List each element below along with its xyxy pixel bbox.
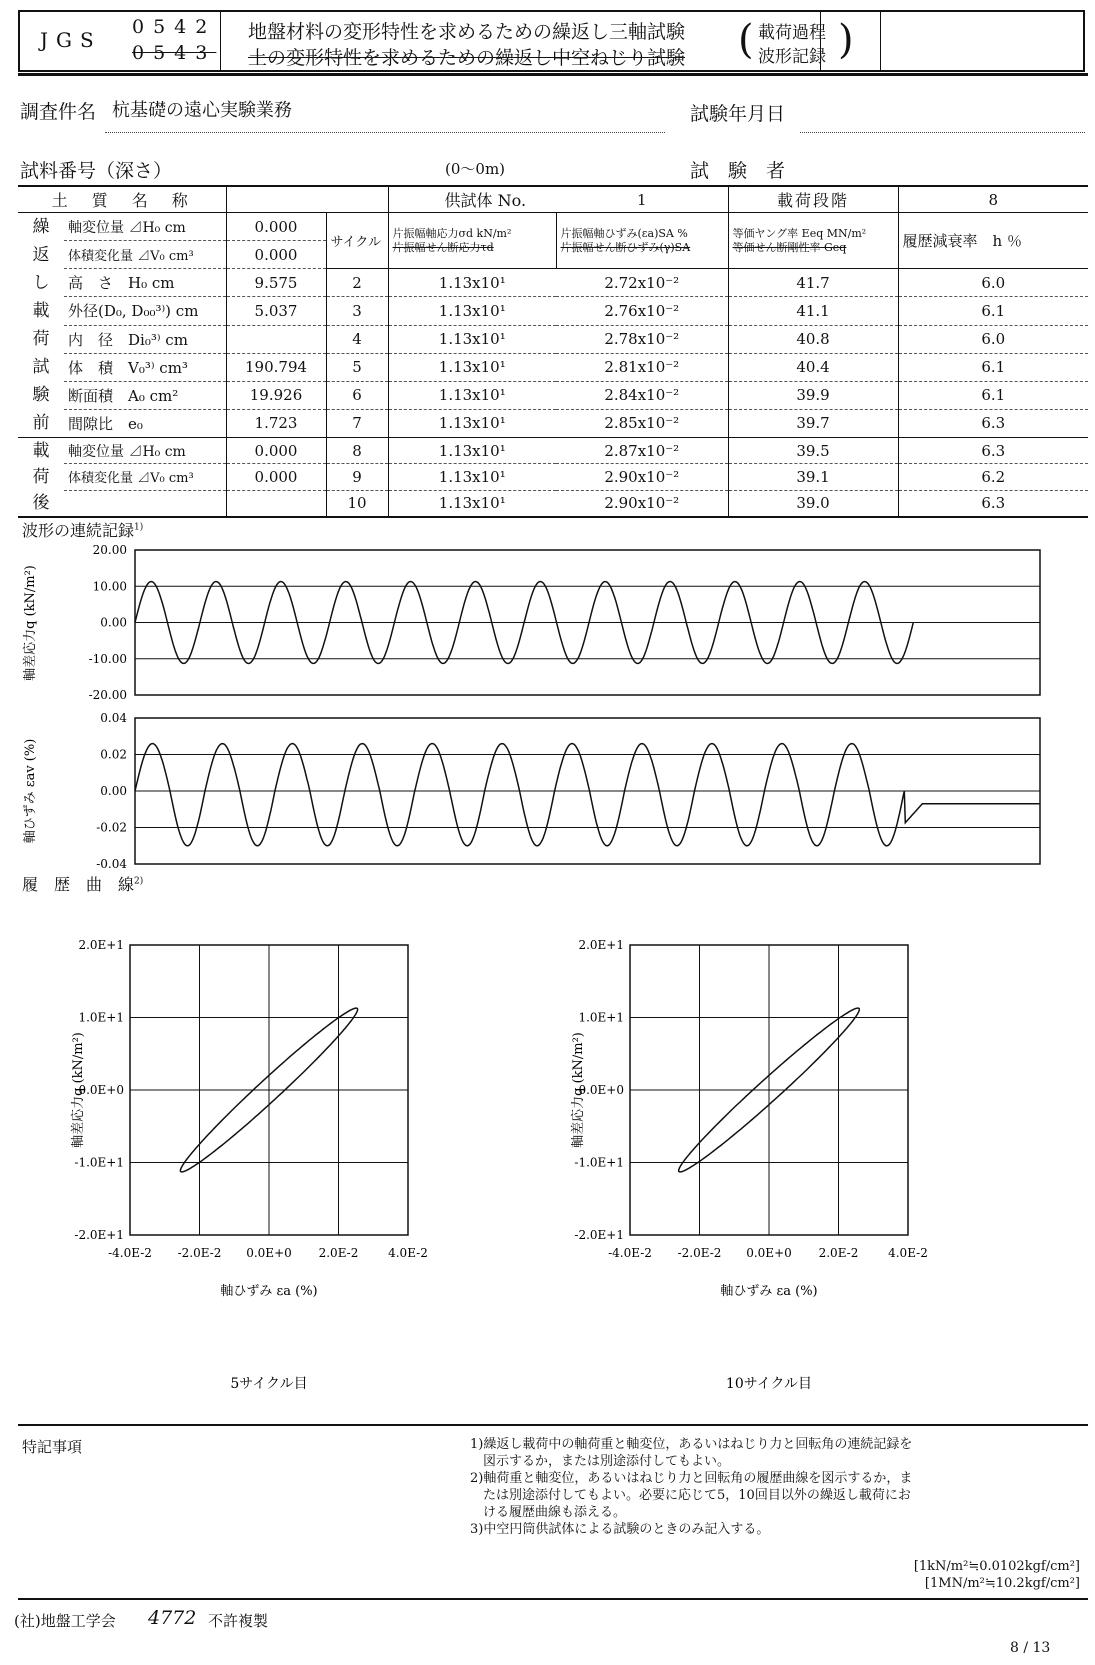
sigma-cell: 1.13x10¹ — [388, 297, 556, 325]
jgs-label: JGS — [40, 28, 102, 52]
prop-label: 高 さ H₀ cm — [68, 274, 175, 293]
hysteresis-title: 5サイクル目 — [230, 1376, 308, 1392]
prop-value: 0.000 — [226, 213, 326, 241]
eps-cell: 2.90x10⁻² — [604, 467, 680, 486]
sigma-cell: 1.13x10¹ — [388, 381, 556, 409]
x-tick-label: -2.0E-2 — [677, 1246, 722, 1260]
cycle-cell: 8 — [326, 438, 388, 464]
remarks-label: 特記事項 — [22, 1438, 83, 1456]
y-tick-label: 10.00 — [92, 579, 127, 594]
remark-line: 3)中空円筒供試体による試験のときのみ記入する。 — [470, 1522, 770, 1537]
conversion-MN: [1MN/m²≒10.2kgf/cm²] — [924, 1576, 1080, 1591]
y-tick-label: 0.0E+0 — [578, 1083, 624, 1097]
strain-waveform-ylabel: 軸ひずみ εav (%) — [23, 738, 38, 844]
society-name: (社)地盤工学会 — [14, 1612, 116, 1630]
hysteresis-title: 10サイクル目 — [725, 1376, 813, 1392]
prop-label: 内 径 Di₀³⁾ cm — [68, 330, 188, 349]
eps-cell: 2.81x10⁻² — [604, 358, 680, 377]
h-cell: 6.3 — [898, 490, 1088, 517]
waveform-section-label: 波形の連続記録$^{1)}$ — [22, 521, 144, 540]
strain-waveform-line — [135, 744, 1040, 846]
group-after-label: 載荷後 — [18, 438, 64, 518]
prop-value — [226, 325, 326, 353]
sigma-cell: 1.13x10¹ — [388, 490, 556, 517]
stage-label: 載荷段階 — [728, 186, 898, 213]
remark-line: 図示するか，または別途添付してもよい。 — [470, 1454, 731, 1469]
sigma-cell: 1.13x10¹ — [388, 438, 556, 464]
specimen-no: 1 — [636, 190, 647, 209]
prop-label: 体積変化量 ⊿V₀ cm³ — [68, 249, 194, 265]
sigma-cell: 1.13x10¹ — [388, 464, 556, 490]
eps-cell: 2.76x10⁻² — [604, 301, 680, 320]
h-cell: 6.0 — [898, 325, 1088, 353]
jgs-code-1: 0542 — [132, 16, 217, 38]
remarks-rule — [18, 1424, 1088, 1426]
hysteresis-chart-5th — [30, 930, 510, 1400]
prop-value: 5.037 — [226, 297, 326, 325]
y-tick-label: -10.00 — [88, 651, 127, 666]
specimen-label: 供試体 No. — [388, 186, 556, 213]
y-tick-label: -0.02 — [96, 820, 127, 835]
process-label-1: 載荷過程 — [758, 23, 826, 43]
y-tick-label: 2.0E+1 — [578, 938, 624, 952]
x-tick-label: -4.0E-2 — [108, 1246, 152, 1260]
x-tick-label: 2.0E-2 — [318, 1246, 359, 1260]
sigma-cell: 1.13x10¹ — [388, 409, 556, 437]
paren-right: ) — [838, 17, 854, 63]
unit-conversions — [855, 1558, 1080, 1592]
y-tick-label: 2.0E+1 — [78, 938, 124, 952]
E-cell: 39.7 — [728, 409, 898, 437]
soil-name-value — [226, 186, 388, 213]
E-cell: 39.5 — [728, 438, 898, 464]
soil-name-label: 土 質 名 称 — [51, 191, 192, 210]
remark-line: たは別途添付してもよい。必要に応じて5，10回目以外の繰返し載荷にお — [470, 1488, 911, 1503]
x-tick-label: 0.0E+0 — [246, 1246, 292, 1260]
conversion-kN: [1kN/m²≒0.0102kgf/cm²] — [913, 1559, 1080, 1574]
prop-value — [226, 490, 326, 517]
y-tick-label: -2.0E+1 — [74, 1228, 124, 1242]
prop-value: 19.926 — [226, 381, 326, 409]
hysteresis-ylabel: 軸差応力q (kN/m²) — [71, 1032, 86, 1148]
prop-label: 軸変位量 ⊿H₀ cm — [68, 219, 186, 236]
cycle-cell: 5 — [326, 353, 388, 381]
title-torsion: 土の変形特性を求めるための繰返し中空ねじり試験 — [248, 47, 686, 69]
eps-cell: 2.84x10⁻² — [604, 386, 680, 405]
prop-label: 断面積 A₀ cm² — [68, 386, 179, 405]
copy-notice: 不許複製 — [208, 1612, 269, 1630]
stage-no: 8 — [898, 186, 1088, 213]
E-cell: 40.8 — [728, 325, 898, 353]
tester-label: 試 験 者 — [690, 160, 786, 182]
prop-value: 0.000 — [226, 464, 326, 490]
E-cell: 41.1 — [728, 297, 898, 325]
remarks-notes — [470, 1436, 1070, 1538]
eps-cell: 2.85x10⁻² — [604, 414, 680, 433]
h-cell: 6.1 — [898, 297, 1088, 325]
y-tick-label: 0.0E+0 — [78, 1083, 124, 1097]
project-underline — [105, 132, 665, 133]
y-tick-label: 0.04 — [100, 711, 127, 725]
title-triaxial: 地盤材料の変形特性を求めるための繰返し三軸試験 — [248, 21, 686, 43]
group-before-label: 繰返し載荷試験前 — [18, 213, 64, 438]
page-number: 8 / 13 — [1010, 1640, 1051, 1656]
y-tick-label: 1.0E+1 — [578, 1010, 624, 1025]
remark-line: 2)軸荷重と軸変位，あるいはねじり力と回転角の履歴曲線を図示するか，ま — [470, 1471, 913, 1486]
sigma-cell: 1.13x10¹ — [388, 269, 556, 297]
E-header: 等価ヤング率 Eeq MN/m² 等価せん断剛性率 Geq — [728, 213, 898, 269]
footer-rule — [18, 1598, 1088, 1600]
h-header: 履歴減衰率 h ％ — [898, 213, 1088, 269]
sigma-cell: 1.13x10¹ — [388, 353, 556, 381]
prop-value: 190.794 — [226, 353, 326, 381]
hysteresis-chart-10th — [530, 930, 1010, 1400]
test-table — [18, 185, 1088, 518]
sample-label: 試料番号（深さ） — [20, 160, 173, 182]
cycle-cell: 6 — [326, 381, 388, 409]
hysteresis-ylabel: 軸差応力q (kN/m²) — [571, 1032, 586, 1148]
prop-value: 9.575 — [226, 269, 326, 297]
prop-label — [64, 490, 226, 517]
project-label: 調査件名 — [20, 101, 97, 123]
prop-label: 体 積 V₀³⁾ cm³ — [68, 358, 188, 377]
x-tick-label: 0.0E+0 — [746, 1246, 792, 1260]
eps-cell: 2.87x10⁻² — [604, 441, 680, 460]
header-rule — [18, 73, 1088, 76]
project-name: 杭基礎の遠心実験業務 — [112, 100, 292, 121]
eps-header: 片振幅軸ひずみ(εa)SA % 片振幅せん断ひずみ(γ)SA — [556, 213, 728, 269]
y-tick-label: 0.02 — [100, 747, 127, 762]
h-cell: 6.0 — [898, 269, 1088, 297]
y-tick-label: -0.04 — [96, 857, 127, 868]
hysteresis-xlabel: 軸ひずみ εa (%) — [720, 1284, 818, 1299]
prop-label: 外径(D₀, D₀₀³⁾) cm — [68, 302, 199, 321]
h-cell: 6.1 — [898, 381, 1088, 409]
x-tick-label: 4.0E-2 — [388, 1246, 428, 1260]
prop-label: 軸変位量 ⊿H₀ cm — [68, 443, 186, 460]
cycle-cell: 2 — [326, 269, 388, 297]
eps-cell: 2.78x10⁻² — [604, 330, 680, 349]
stress-waveform-ylabel: 軸差応力q (kN/m²) — [23, 565, 38, 681]
prop-label: 体積変化量 ⊿V₀ cm³ — [68, 471, 194, 487]
E-cell: 39.9 — [728, 381, 898, 409]
process-label-2: 波形記録 — [758, 47, 826, 67]
eps-cell: 2.72x10⁻² — [604, 273, 680, 292]
header-box — [18, 10, 1085, 72]
paren-left: ( — [738, 17, 754, 63]
depth-value: (0～0m) — [445, 160, 506, 178]
stress-waveform-chart — [20, 538, 1090, 703]
prop-value: 0.000 — [226, 241, 326, 269]
y-tick-label: 0.00 — [100, 615, 127, 630]
eps-cell: 2.90x10⁻² — [604, 494, 680, 513]
date-underline — [800, 132, 1085, 133]
date-label: 試験年月日 — [690, 103, 786, 125]
cycle-cell: 7 — [326, 409, 388, 437]
remark-line: ける履歴曲線も添える。 — [470, 1505, 627, 1520]
h-cell: 6.1 — [898, 353, 1088, 381]
hysteresis-xlabel: 軸ひずみ εa (%) — [220, 1284, 318, 1299]
x-tick-label: -4.0E-2 — [608, 1246, 652, 1260]
jgs-code-2: 0543 — [132, 42, 217, 64]
E-cell: 41.7 — [728, 269, 898, 297]
remark-line: 1)繰返し載荷中の軸荷重と軸変位，あるいはねじり力と回転角の連続記録を — [470, 1437, 913, 1452]
E-cell: 40.4 — [728, 353, 898, 381]
sigma-cell: 1.13x10¹ — [388, 325, 556, 353]
x-tick-label: -2.0E-2 — [177, 1246, 222, 1260]
cycle-cell: 4 — [326, 325, 388, 353]
y-tick-label: 0.00 — [100, 784, 127, 798]
sigma-header: 片振幅軸応力σd kN/m² 片振幅せん断応力τd — [388, 213, 556, 269]
y-tick-label: 20.00 — [92, 543, 127, 557]
cycle-header: サイクル — [326, 213, 388, 269]
prop-label: 間隙比 e₀ — [68, 414, 143, 433]
h-cell: 6.3 — [898, 409, 1088, 437]
x-tick-label: 2.0E-2 — [818, 1246, 859, 1260]
form-number: 4772 — [148, 1607, 197, 1629]
x-tick-label: 4.0E-2 — [888, 1246, 928, 1260]
y-tick-label: -20.00 — [88, 688, 127, 702]
cycle-cell: 9 — [326, 464, 388, 490]
h-cell: 6.3 — [898, 438, 1088, 464]
h-cell: 6.2 — [898, 464, 1088, 490]
cycle-cell: 3 — [326, 297, 388, 325]
y-tick-label: -1.0E+1 — [74, 1155, 124, 1170]
y-tick-label: -1.0E+1 — [574, 1155, 624, 1170]
prop-value: 1.723 — [226, 409, 326, 437]
prop-value: 0.000 — [226, 438, 326, 464]
cycle-cell: 10 — [326, 490, 388, 517]
strain-waveform-chart — [20, 708, 1090, 868]
y-tick-label: 1.0E+1 — [78, 1010, 124, 1025]
hysteresis-section-label: 履 歴 曲 線$^{2)}$ — [22, 875, 144, 894]
E-cell: 39.0 — [728, 490, 898, 517]
E-cell: 39.1 — [728, 464, 898, 490]
y-tick-label: -2.0E+1 — [574, 1228, 624, 1242]
